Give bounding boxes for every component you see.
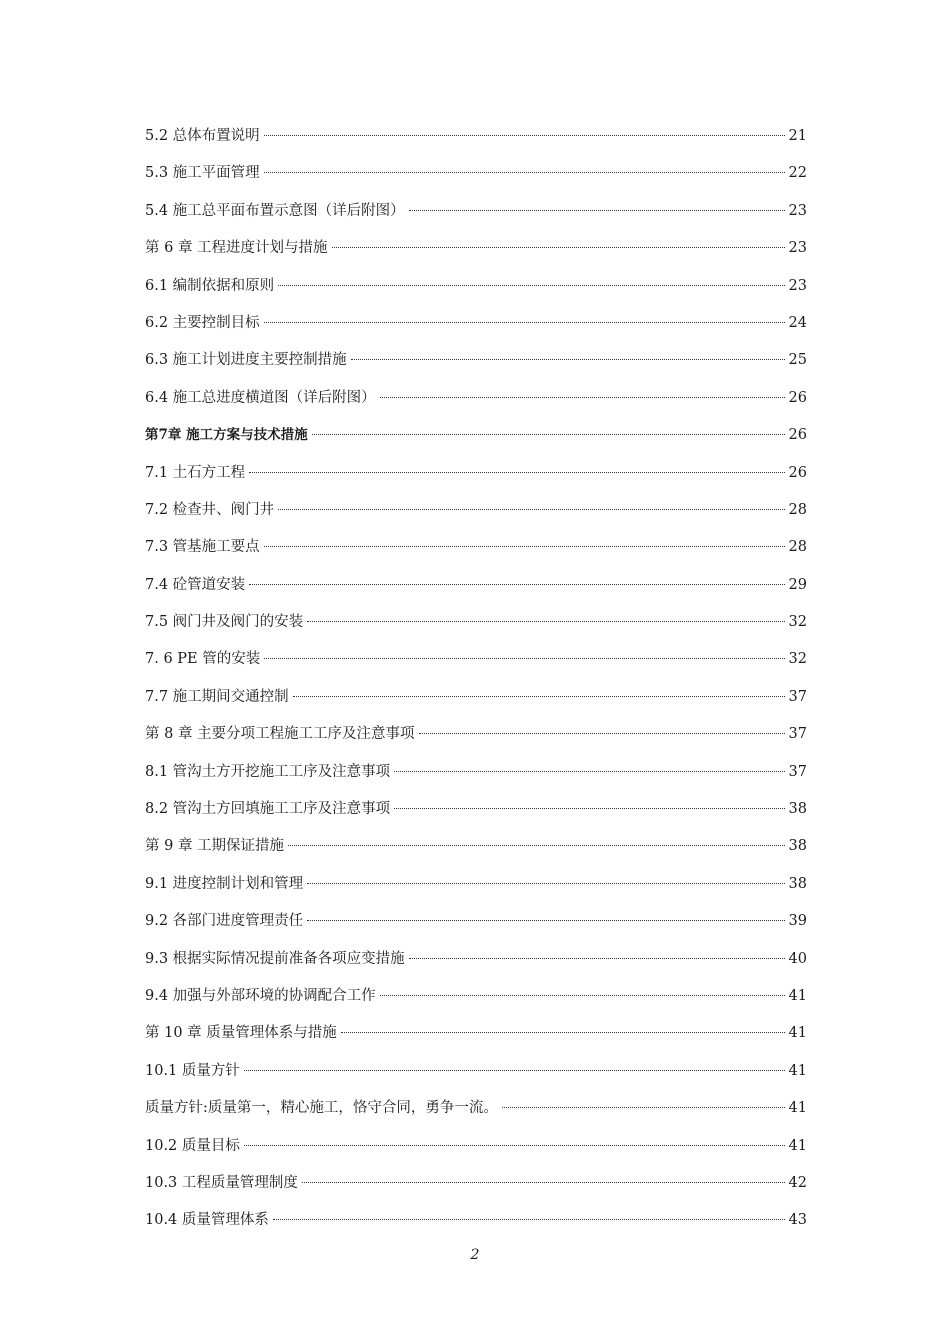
toc-dot-leader [244, 1070, 785, 1071]
toc-entry[interactable] [145, 1096, 807, 1133]
toc-dot-leader [293, 696, 785, 697]
toc-entry[interactable] [145, 498, 807, 535]
toc-entry-page: 26 [788, 464, 807, 481]
toc-dot-leader [394, 808, 785, 809]
toc-entry[interactable] [145, 984, 807, 1021]
toc-entry-page: 28 [788, 539, 807, 556]
toc-entry-title: 6.1 编制依据和原则 [145, 277, 275, 294]
toc-entry-title: 6.2 主要控制目标 [145, 314, 260, 331]
toc-entry-page: 38 [788, 801, 807, 818]
toc-entry-title: 10.2 质量目标 [145, 1137, 240, 1154]
toc-dot-leader [264, 546, 785, 547]
toc-entry-title: 7.5 阀门井及阀门的安装 [145, 614, 304, 631]
toc-entry-page: 23 [788, 240, 807, 257]
toc-entry-title: 8.1 管沟土方开挖施工工序及注意事项 [145, 763, 391, 780]
toc-entry-title: 9.4 加强与外部环境的协调配合工作 [145, 987, 376, 1004]
toc-entry-title: 5.3 施工平面管理 [145, 165, 260, 182]
toc-entry-page: 37 [788, 688, 807, 705]
toc-entry-page: 23 [788, 202, 807, 219]
toc-dot-leader [380, 995, 785, 996]
toc-entry-title: 7. 6 PE 管的安装 [145, 651, 261, 668]
toc-entry[interactable] [145, 685, 807, 722]
toc-entry-page: 37 [788, 726, 807, 743]
toc-entry[interactable] [145, 909, 807, 946]
toc-entry-title: 9.3 根据实际情况提前准备各项应变措施 [145, 950, 405, 967]
toc-dot-leader [249, 472, 785, 473]
toc-entry[interactable] [145, 647, 807, 684]
table-of-contents [145, 124, 807, 1246]
toc-dot-leader [307, 883, 785, 884]
toc-entry-page: 28 [788, 501, 807, 518]
toc-entry[interactable] [145, 311, 807, 348]
toc-entry[interactable] [145, 760, 807, 797]
toc-dot-leader [302, 1182, 785, 1183]
toc-entry-title: 9.1 进度控制计划和管理 [145, 875, 304, 892]
toc-entry[interactable] [145, 161, 807, 198]
toc-entry[interactable] [145, 872, 807, 909]
toc-entry[interactable] [145, 535, 807, 572]
toc-entry[interactable] [145, 423, 807, 460]
toc-entry-title: 第 6 章 工程进度计划与措施 [145, 240, 328, 257]
toc-entry[interactable] [145, 348, 807, 385]
toc-dot-leader [307, 920, 785, 921]
toc-dot-leader [278, 509, 785, 510]
toc-entry[interactable] [145, 573, 807, 610]
toc-dot-leader [273, 1219, 785, 1220]
toc-dot-leader [409, 958, 785, 959]
toc-entry-page: 37 [788, 763, 807, 780]
toc-dot-leader [264, 172, 785, 173]
toc-entry[interactable] [145, 1171, 807, 1208]
toc-entry-page: 41 [788, 1137, 807, 1154]
toc-dot-leader [249, 584, 785, 585]
toc-entry-title: 7.4 砼管道安装 [145, 576, 246, 593]
toc-dot-leader [264, 135, 785, 136]
toc-entry-page: 21 [788, 128, 807, 144]
toc-entry-title: 第 9 章 工期保证措施 [145, 838, 285, 855]
toc-entry-page: 42 [788, 1174, 807, 1191]
toc-entry-title: 5.2 总体布置说明 [145, 128, 260, 144]
toc-entry-title: 9.2 各部门进度管理责任 [145, 913, 304, 930]
toc-entry-page: 29 [788, 576, 807, 593]
toc-entry[interactable] [145, 124, 807, 161]
toc-entry-page: 32 [788, 651, 807, 668]
toc-dot-leader [409, 210, 785, 211]
toc-entry-page: 22 [788, 165, 807, 182]
toc-dot-leader [244, 1145, 785, 1146]
toc-entry-title: 8.2 管沟土方回填施工工序及注意事项 [145, 801, 391, 818]
toc-entry-title: 第 8 章 主要分项工程施工工序及注意事项 [145, 726, 415, 743]
page-number: 2 [470, 1247, 480, 1263]
toc-entry[interactable] [145, 610, 807, 647]
toc-entry[interactable] [145, 274, 807, 311]
toc-entry-title: 6.3 施工计划进度主要控制措施 [145, 352, 347, 369]
toc-entry-page: 26 [788, 389, 807, 406]
toc-entry-title: 5.4 施工总平面布置示意图（详后附图） [145, 202, 405, 219]
toc-entry-page: 41 [788, 1025, 807, 1042]
toc-entry-title: 质量方针:质量第一，精心施工，恪守合同，勇争一流。 [145, 1100, 498, 1117]
toc-entry[interactable] [145, 1134, 807, 1171]
toc-entry-page: 23 [788, 277, 807, 294]
toc-entry-page: 38 [788, 875, 807, 892]
toc-dot-leader [380, 397, 785, 398]
toc-dot-leader [502, 1107, 785, 1108]
toc-entry-page: 41 [788, 1100, 807, 1117]
toc-entry-title: 7.2 检查井、阀门井 [145, 501, 275, 518]
toc-entry-page: 41 [788, 987, 807, 1004]
toc-entry-page: 38 [788, 838, 807, 855]
toc-entry[interactable] [145, 797, 807, 834]
toc-dot-leader [419, 733, 785, 734]
toc-entry[interactable] [145, 947, 807, 984]
toc-entry-page: 40 [788, 950, 807, 967]
toc-entry[interactable] [145, 1059, 807, 1096]
toc-entry-page: 26 [788, 427, 807, 444]
toc-entry-title: 7.1 土石方工程 [145, 464, 246, 481]
toc-entry[interactable] [145, 1208, 807, 1245]
toc-entry-page: 41 [788, 1062, 807, 1079]
toc-dot-leader [288, 845, 785, 846]
toc-entry[interactable] [145, 722, 807, 759]
toc-entry-page: 25 [788, 352, 807, 369]
toc-dot-leader [264, 658, 785, 659]
toc-dot-leader [341, 1032, 785, 1033]
toc-entry-title: 10.3 工程质量管理制度 [145, 1174, 298, 1191]
toc-dot-leader [332, 247, 785, 248]
toc-dot-leader [394, 771, 785, 772]
toc-entry[interactable] [145, 386, 807, 423]
toc-dot-leader [312, 434, 785, 435]
toc-entry-title: 7.3 管基施工要点 [145, 539, 260, 556]
toc-entry-title: 10.4 质量管理体系 [145, 1212, 269, 1229]
toc-entry[interactable] [145, 834, 807, 871]
toc-entry-page: 43 [788, 1212, 807, 1229]
toc-entry-title: 第 10 章 质量管理体系与措施 [145, 1025, 337, 1042]
toc-dot-leader [351, 359, 785, 360]
toc-entry-page: 24 [788, 314, 807, 331]
toc-entry-title: 10.1 质量方针 [145, 1062, 240, 1079]
toc-dot-leader [307, 621, 785, 622]
toc-entry[interactable] [145, 1021, 807, 1058]
toc-entry[interactable] [145, 461, 807, 498]
toc-entry-title: 7.7 施工期间交通控制 [145, 688, 289, 705]
toc-entry[interactable] [145, 236, 807, 273]
toc-entry-page: 39 [788, 913, 807, 930]
toc-dot-leader [264, 322, 785, 323]
toc-dot-leader [278, 285, 785, 286]
toc-entry-title: 6.4 施工总进度横道图（详后附图） [145, 389, 376, 406]
toc-entry[interactable] [145, 199, 807, 236]
toc-entry-page: 32 [788, 614, 807, 631]
toc-entry-title: 第7章 施工方案与技术措施 [145, 427, 308, 444]
